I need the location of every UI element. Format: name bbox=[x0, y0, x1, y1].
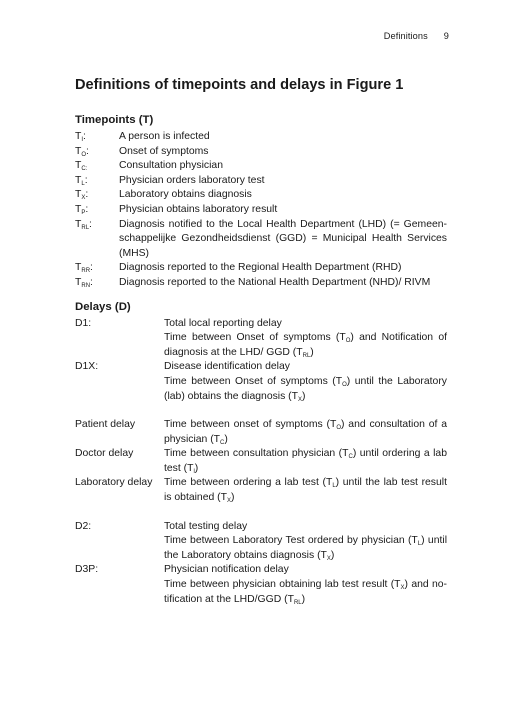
timepoint-description: Consultation physician bbox=[119, 160, 223, 172]
delays-section bbox=[75, 300, 447, 608]
timepoint-description: Diagnosis reported to the Regional Health Department (RHD) bbox=[119, 262, 402, 274]
spacer bbox=[75, 506, 447, 520]
delay-item-laboratory bbox=[75, 476, 447, 505]
spacer bbox=[75, 404, 447, 418]
timepoint-code: $T_{RR}$: bbox=[75, 262, 93, 275]
timepoint-code: $T_{C:}$ bbox=[75, 160, 88, 173]
timepoint-item bbox=[75, 261, 447, 276]
running-head-section: Definitions bbox=[383, 31, 428, 41]
page-number: 9 bbox=[443, 31, 449, 41]
timepoint-description: Onset of symptoms bbox=[119, 145, 209, 157]
timepoint-code: $T_O$: bbox=[75, 145, 89, 158]
delay-description: Time between Onset of symptoms $(T_O)$ until the Laboratory (lab) obtains the diagnosis $(T_X)$ bbox=[164, 375, 447, 403]
timepoint-code: $T_I$: bbox=[75, 131, 86, 143]
delay-code: Doctor delay bbox=[75, 448, 134, 460]
timepoint-item bbox=[75, 218, 447, 262]
delay-name: Total testing delay bbox=[164, 520, 248, 532]
timepoint-description: Physician orders laboratory test bbox=[119, 174, 265, 186]
delay-description: Time between physician obtaining lab test result $(T_X)$ and no-tification at the LHD/GGD $(T_{RL})$ bbox=[164, 579, 447, 606]
page-content bbox=[75, 76, 447, 607]
delay-code: D1: bbox=[75, 317, 92, 329]
timepoint-code: $T_P$: bbox=[75, 203, 89, 216]
timepoint-item bbox=[75, 188, 447, 203]
delay-description: Time between Laboratory Test ordered by physician $(T_L)$ until the Laboratory obtains diagnosis $(T_X)$ bbox=[164, 535, 447, 562]
timepoint-description: Laboratory obtains diagnosis bbox=[119, 189, 252, 201]
page-title: Definitions of timepoints and delays in Figure 1 bbox=[75, 77, 404, 93]
delay-code: D1X: bbox=[75, 361, 99, 373]
timepoint-description: A person is infected bbox=[119, 131, 210, 142]
timepoint-description: Diagnosis notified to the Local Health Department (LHD) (= Gemeen-schappelijke Gezondheidsdienst (GGD) = Municipal Health Services (MHS) bbox=[119, 218, 447, 259]
timepoint-code: $T_X$: bbox=[75, 189, 89, 202]
delay-item-doctor bbox=[75, 447, 447, 476]
delays-heading: Delays (D) bbox=[75, 300, 131, 313]
timepoints-list bbox=[75, 130, 447, 291]
delay-description: Time between consultation physician $(T_C)$ until ordering a lab test $(T_l)$ bbox=[164, 448, 447, 475]
timepoints-heading: Timepoints (T) bbox=[75, 114, 154, 126]
timepoint-description: Physician obtains laboratory result bbox=[119, 203, 278, 215]
timepoint-description: Diagnosis reported to the National Health Department (NHD)/ RIVM bbox=[119, 276, 431, 288]
timepoint-code: $T_{RN}$: bbox=[75, 276, 93, 289]
delay-description: Time between onset of symptoms $(T_O)$ and consultation of a physician $(T_C)$ bbox=[164, 419, 448, 446]
delay-name: Physician notification delay bbox=[164, 564, 289, 576]
delay-code: D2: bbox=[75, 520, 92, 532]
timepoint-item bbox=[75, 145, 447, 160]
delay-name: Disease identification delay bbox=[164, 361, 290, 373]
delay-item-d3p bbox=[75, 563, 447, 607]
delay-code: Patient delay bbox=[75, 419, 136, 431]
delay-name: Total local reporting delay bbox=[164, 317, 282, 329]
delay-code: D3P: bbox=[75, 564, 99, 576]
timepoint-item bbox=[75, 130, 447, 145]
delay-item-patient bbox=[75, 418, 447, 447]
timepoint-item bbox=[75, 276, 447, 291]
timepoint-item bbox=[75, 174, 447, 189]
delay-description: Time between ordering a lab test $(T_L)$ until the lab test result is obtained $(T_X)$ bbox=[164, 477, 447, 505]
delay-item-d1x bbox=[75, 360, 447, 404]
timepoint-code: $T_{RL}$: bbox=[75, 218, 92, 231]
delay-item-d2 bbox=[75, 520, 447, 564]
timepoint-item bbox=[75, 203, 447, 218]
timepoint-code: $T_L$: bbox=[75, 174, 88, 187]
delay-item-d1 bbox=[75, 317, 447, 361]
running-head bbox=[384, 29, 449, 44]
delay-description: Time between Onset of symptoms $(T_O)$ and Notification of diagnosis at the LHD/ GGD $(T_{RL})$ bbox=[164, 332, 447, 359]
timepoint-item bbox=[75, 159, 447, 174]
delay-code: Laboratory delay bbox=[75, 477, 153, 489]
